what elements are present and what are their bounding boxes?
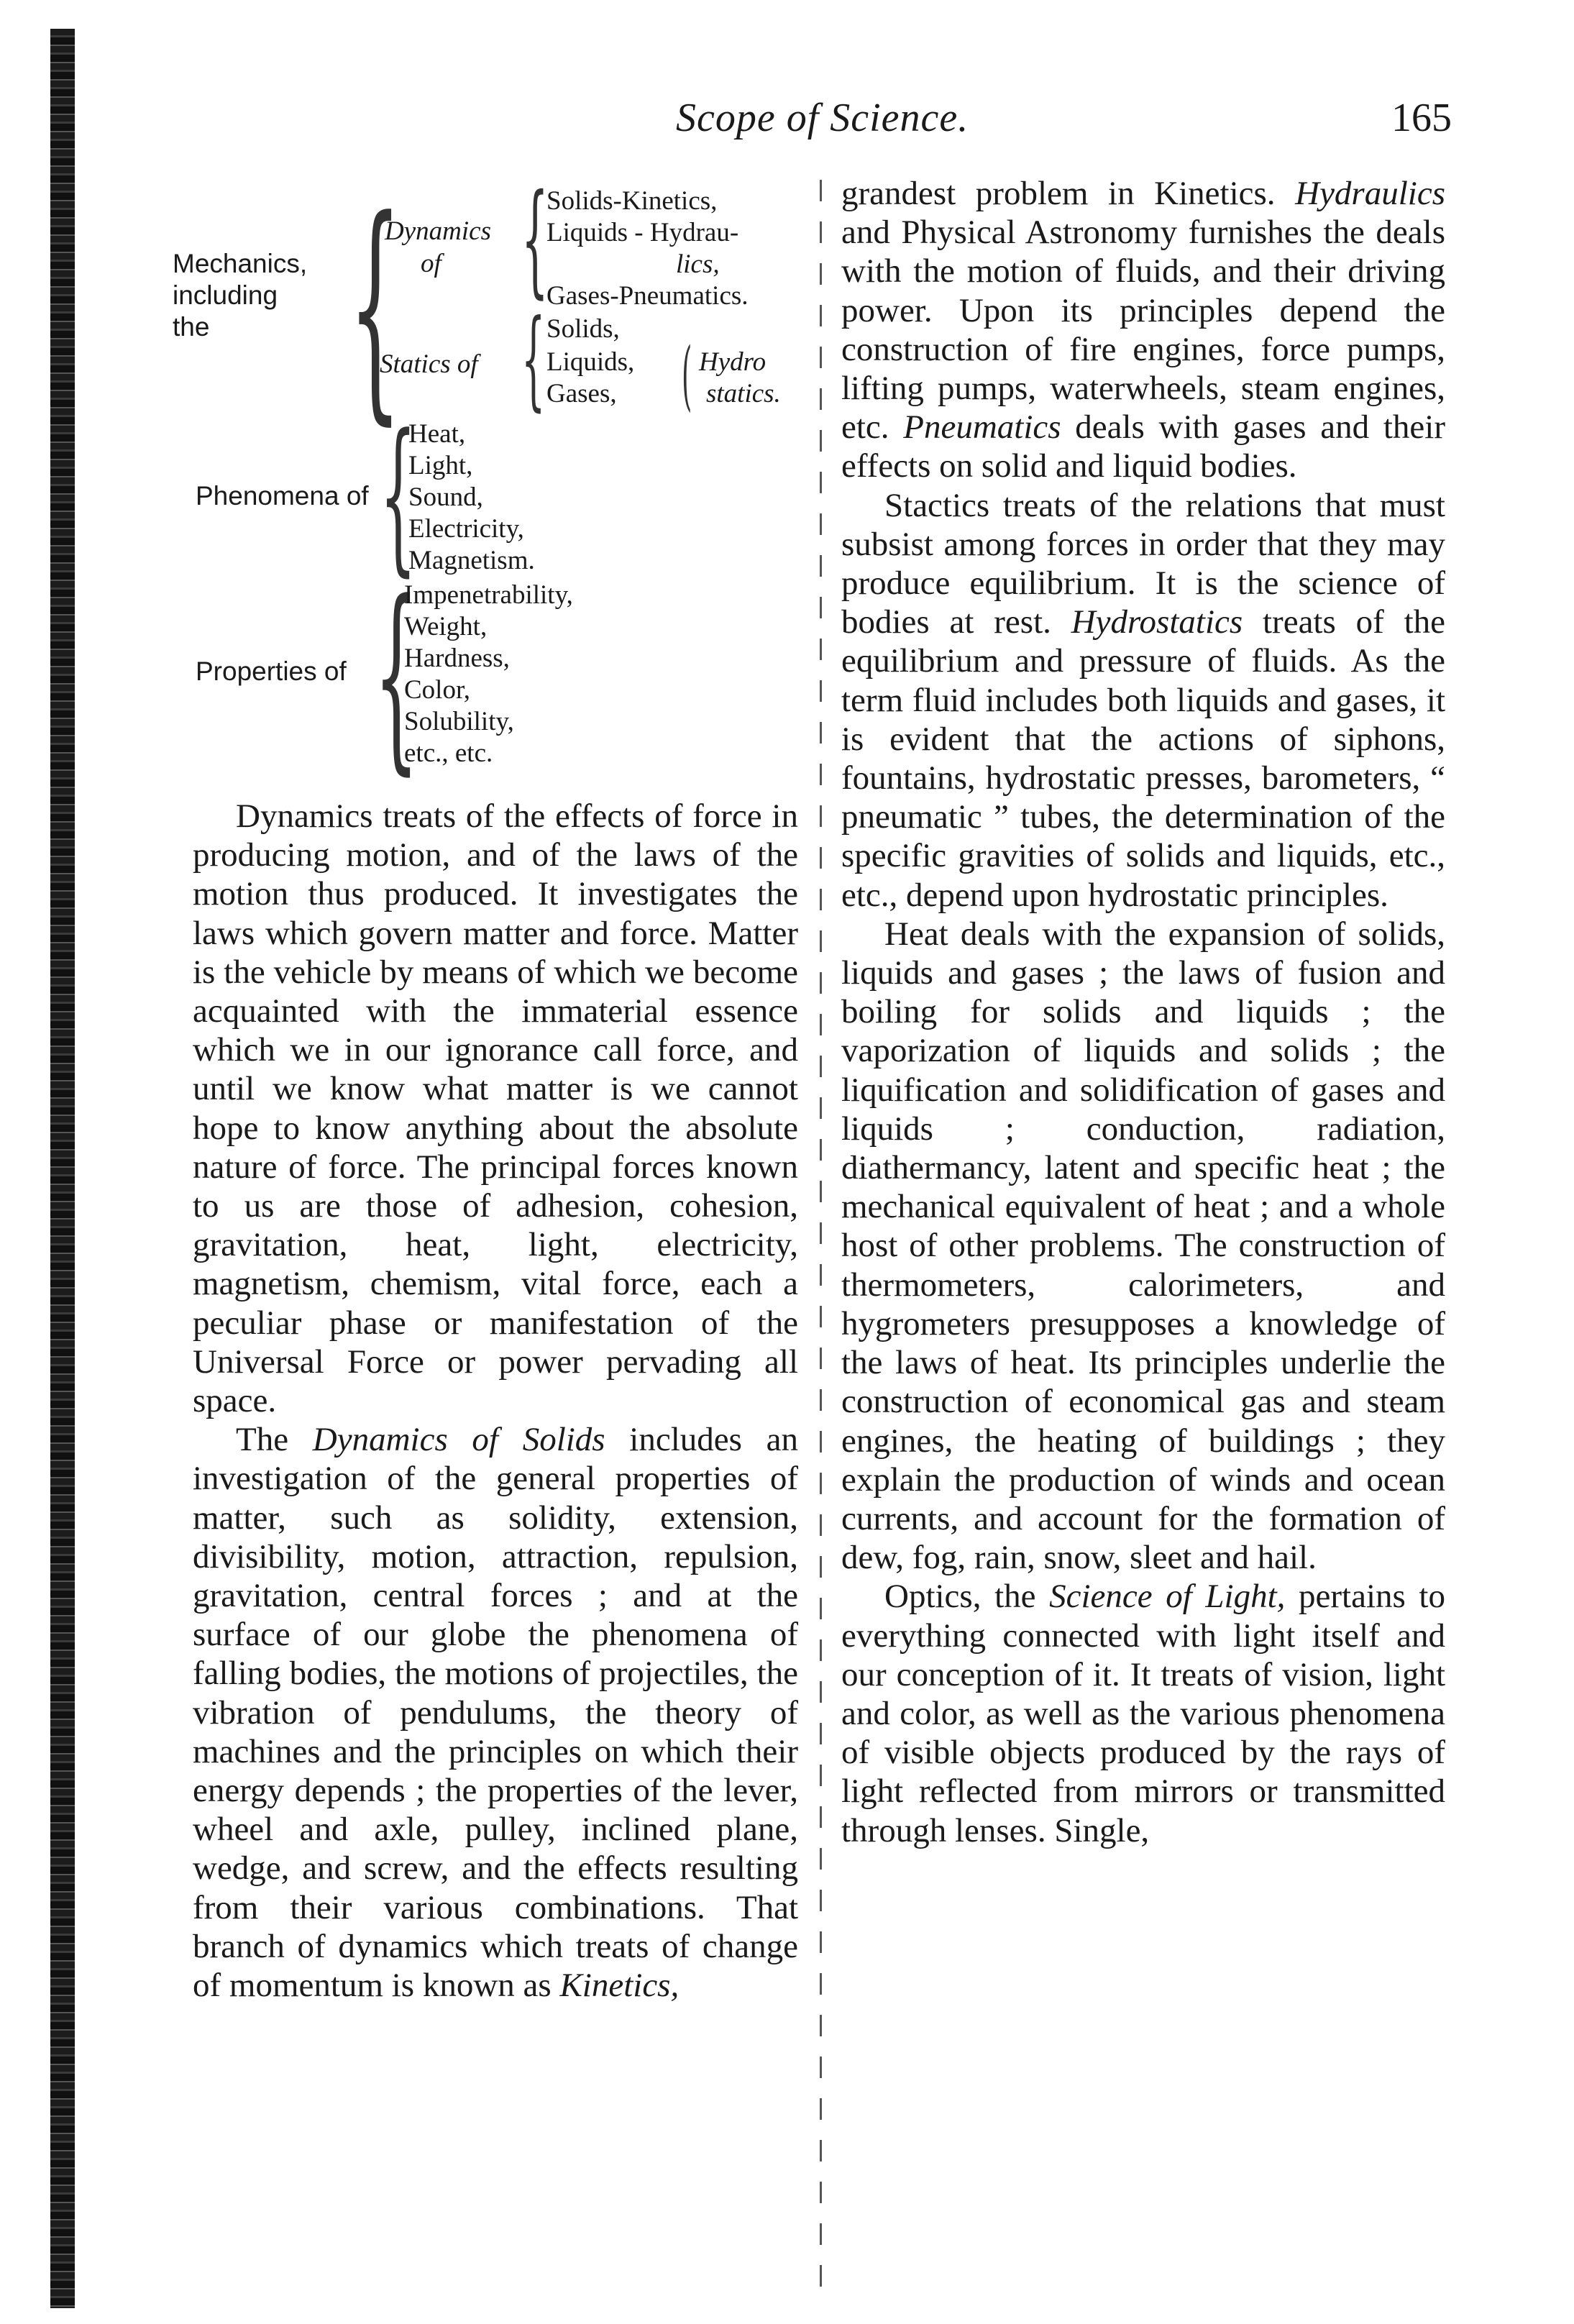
text-run: treats of the equilibrium and pressure of fluids. As the term fluid includes both liquids and gases, it is evident that the actions of siphons, fountains, hydrostatic presses, barometers, “ pneumatic ” tubes, the determination of the specific gravities of solids and liquids, etc., etc., depend upon hydrostatic principles. — [841, 603, 1445, 914]
text-emphasis: Pneumatics — [903, 408, 1061, 447]
book-spine-edge — [50, 29, 75, 2308]
text-emphasis: Hydraulics — [1295, 175, 1445, 212]
text-emphasis: Science of Light, — [1049, 1578, 1286, 1616]
outline-statics-item: Liquids, — [546, 347, 635, 377]
right-column — [841, 174, 1445, 1850]
page-number: 165 — [1391, 96, 1452, 140]
text-emphasis: Dynamics of Solids — [312, 1421, 605, 1459]
text-run: pertains to everything connected with light itself and our conception of it. It treats of vision, light and color, as well as the various phenomena of visible objects produced by the rays of light reflected from mirrors or transmitted through lenses. Single, — [841, 1578, 1445, 1849]
outline-mechanics-label: Mechanics, — [173, 249, 308, 278]
text-run: The — [236, 1421, 313, 1459]
outline-brace: { — [374, 559, 419, 793]
outline-dynamics-label: of — [421, 249, 441, 278]
text-run: grandest problem in Kinetics. — [841, 175, 1296, 212]
outline-properties-item: Weight, — [404, 612, 488, 641]
outline-brace: { — [380, 400, 417, 592]
paragraph-statics — [841, 486, 1445, 915]
text-run: deals with gases and their effects on solid and liquid bodies. — [841, 408, 1446, 485]
outline-brace: { — [521, 168, 549, 311]
outline-hydrostatics: statics. — [706, 379, 781, 408]
column-divider — [820, 180, 822, 2301]
text-run: Stactics treats of the relations that must subsist among forces in order that they may produce equilibrium. It is the science of bodies at rest. — [841, 486, 1445, 641]
text-run: includes an investigation of the general properties of matter, such as solidity, extension, divisibility, motion, attraction, repulsion, gravitation, central forces ; and at the surface of our globe the phenomena of falling bodies, the motions of projectiles, the vibration of pendulums, the theory of machines and the principles on which their energy depends ; the properties of the lever, wheel and axle, pulley, inclined plane, wedge, and screw, and the effects resulting from their various combinations. That branch of dynamics which treats of change of momentum is known as — [193, 1421, 798, 2005]
paragraph-heat: Heat deals with the expansion of solids, liquids and gases ; the laws of fusion and boiling for solids and liquids ; the vaporization of liquids and solids ; the liquification and solidification of gases and liquids ; conduction, radiation, diathermancy, latent and specific heat ; the mechanical equivalent of heat ; and a whole host of other problems. The construction of thermometers, calorimeters, and hygrometers presupposes a knowledge of the laws of heat. Its principles underlie the construction of economical gas and steam engines, the heating of buildings ; they explain the production of winds and ocean currents, and account for the formation of dew, fog, rain, snow, sleet and hail. — [841, 915, 1445, 1577]
left-column — [193, 797, 798, 2005]
text-emphasis: Kinetics, — [559, 1967, 680, 2005]
paragraph-dynamics: Dynamics treats of the effects of force in producing motion, and of the laws of the motion thus produced. It investigates the laws which govern matter and force. Matter is the vehicle by means of which we become acquainted with the immaterial essence which we in our ignorance call force, and until we know what matter is we cannot hope to know anything about the absolute nature of force. The principal forces known to us are those of adhesion, cohesion, gravitation, heat, light, electricity, magnetism, chemism, vital force, each a peculiar phase or manifestation of the Universal Force or power pervading all space. — [193, 797, 798, 1420]
text-run: Optics, the — [884, 1578, 1050, 1616]
outline-hydrostatics: Hydro — [699, 347, 767, 377]
outline-mechanics-label: including — [173, 280, 278, 310]
paragraph-kinetics-continued — [841, 174, 1445, 486]
outline-dynamics-solids: Solids-Kinetics, — [546, 186, 718, 216]
outline-phenomena-item: Electricity, — [408, 514, 524, 544]
outline-mechanics-label: the — [173, 312, 210, 342]
outline-statics-label: Statics of — [380, 349, 478, 379]
outline-statics-item: Solids, — [546, 314, 620, 344]
outline-phenomena-item: Magnetism. — [408, 546, 535, 575]
paragraph-dynamics-of-solids — [193, 1420, 798, 2005]
running-header: Scope of Science. — [676, 96, 969, 140]
outline-phenomena-item: Sound, — [408, 482, 483, 512]
outline-properties-item: Solubility, — [404, 707, 514, 736]
outline-phenomena-label: Phenomena of — [196, 481, 369, 511]
text-run: and Physical Astronomy furnishes the — [841, 214, 1376, 252]
outline-dynamics-gases: Gases-Pneumatics. — [546, 281, 749, 311]
outline-brace: { — [349, 169, 402, 445]
outline-dynamics-label: Dynamics — [385, 216, 491, 246]
outline-phenomena-item: Light, — [408, 451, 473, 480]
paragraph-optics — [841, 1577, 1445, 1849]
outline-brace: ( — [682, 331, 692, 419]
outline-dynamics-liquids: lics, — [676, 250, 720, 279]
outline-brace: { — [521, 297, 546, 422]
outline-properties-item: Hardness, — [404, 644, 510, 673]
outline-properties-item: etc., etc. — [404, 738, 493, 768]
text-run: deals with the motion of fluids, and their driving power. Upon its principles depend the construction of fire engines, force pumps, lifting pumps, waterwheels, steam engines, etc. — [841, 214, 1445, 447]
outline-properties-item: Impenetrability, — [404, 580, 573, 610]
text-emphasis: Hydrostatics — [1071, 603, 1243, 641]
outline-properties-label: Properties of — [196, 657, 347, 686]
outline-statics-item: Gases, — [546, 379, 617, 408]
outline-dynamics-liquids: Liquids - Hydrau- — [546, 218, 739, 247]
outline-properties-item: Color, — [404, 675, 471, 705]
outline-phenomena-item: Heat, — [408, 419, 466, 449]
